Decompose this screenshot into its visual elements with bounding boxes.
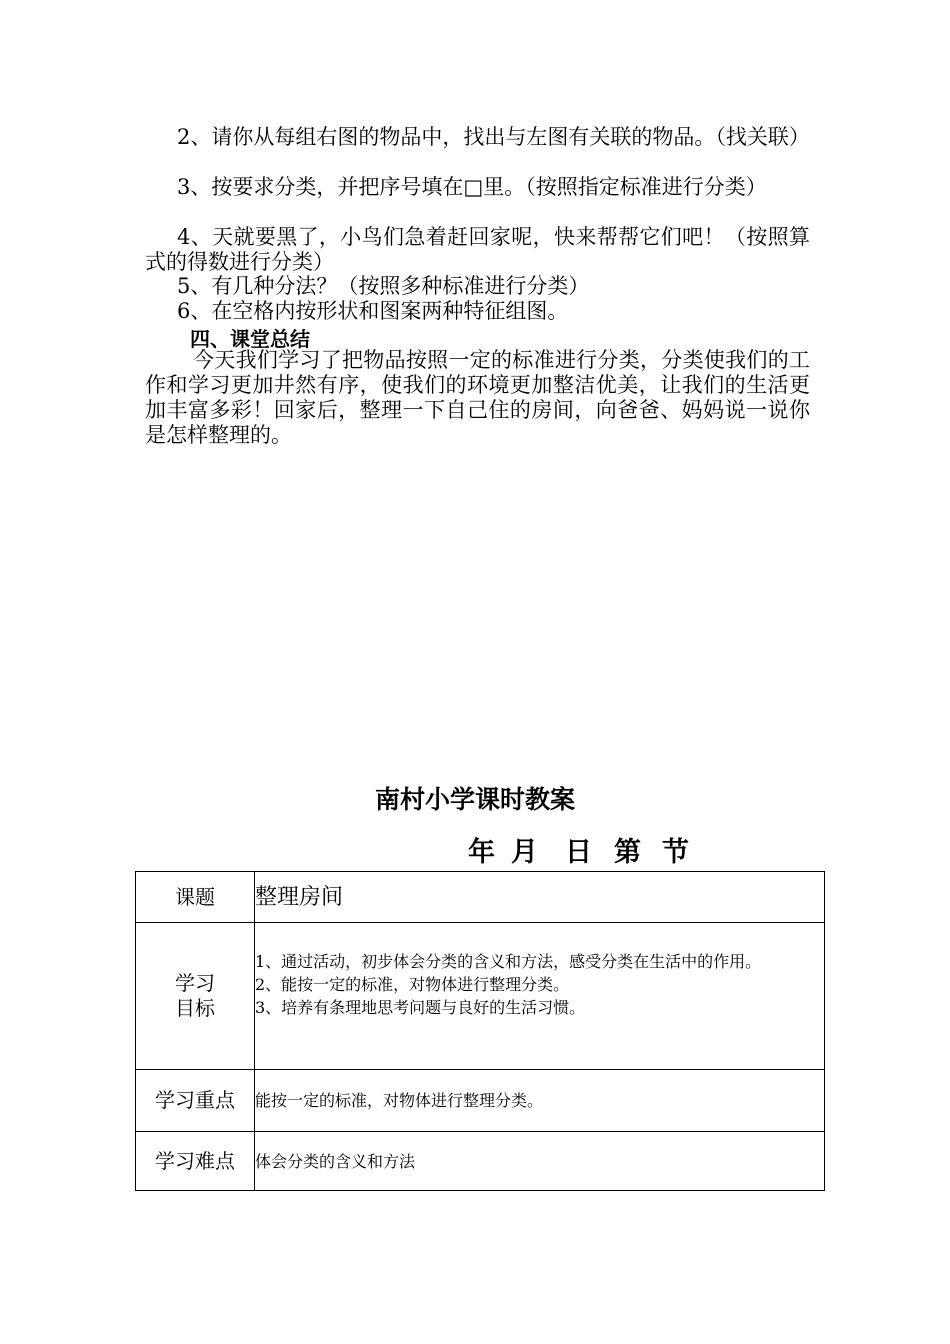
- table-row: [136, 1070, 825, 1132]
- summary-text: 今天我们学习了把物品按照一定的标准进行分类，分类使我们的工作和学习更加井然有序，使我们的环境更加整洁优美，让我们的生活更加丰富多彩！回家后，整理一下自己住的房间，向爸爸、妈妈说一说你是怎样整理的。: [145, 348, 810, 447]
- topic-label: 课题: [136, 872, 255, 923]
- key-point-label: 学习重点: [136, 1070, 255, 1132]
- goals-label: [136, 923, 255, 1070]
- table-row: [136, 1132, 825, 1191]
- date-period: 节: [662, 837, 689, 868]
- goals-value: [255, 923, 825, 1070]
- date-month: 月: [511, 837, 538, 868]
- activity-6: 6、在空格内按形状和图案两种特征组图。: [177, 299, 569, 323]
- goal-item: 2、能按一定的标准，对物体进行整理分类。: [255, 975, 570, 994]
- summary-heading: 四、课堂总结: [190, 327, 310, 351]
- date-year: 年: [468, 837, 495, 868]
- lesson-plan-title: 南村小学课时教案: [374, 785, 575, 814]
- goal-item: 3、培养有条理地思考问题与良好的生活习惯。: [255, 998, 586, 1017]
- activity-3: 3、按要求分类，并把序号填在□里。（按照指定标准进行分类）: [177, 175, 767, 199]
- difficulty-value: 体会分类的含义和方法: [255, 1132, 825, 1191]
- activity-4: 4、天就要黑了，小鸟们急着赶回家呢，快来帮帮它们吧！（按照算式的得数进行分类）: [145, 225, 810, 274]
- topic-value: 整理房间: [255, 872, 825, 923]
- difficulty-label: 学习难点: [136, 1132, 255, 1191]
- goals-label-line2: 目标: [175, 996, 215, 1020]
- goal-item: 1、通过活动，初步体会分类的含义和方法，感受分类在生活中的作用。: [255, 952, 762, 971]
- table-row: [136, 872, 825, 923]
- date-day: 日: [565, 837, 592, 868]
- activity-5: 5、有几种分法？（按照多种标准进行分类）: [177, 274, 590, 298]
- table-row: [136, 923, 825, 1070]
- key-point-value: 能按一定的标准，对物体进行整理分类。: [255, 1070, 825, 1132]
- date-ordinal: 第: [614, 837, 641, 868]
- goals-label-line1: 学习: [175, 971, 215, 995]
- activity-2: 2、请你从每组右图的物品中，找出与左图有关联的物品。（找关联）: [177, 125, 810, 149]
- lesson-plan-table: [135, 871, 825, 1191]
